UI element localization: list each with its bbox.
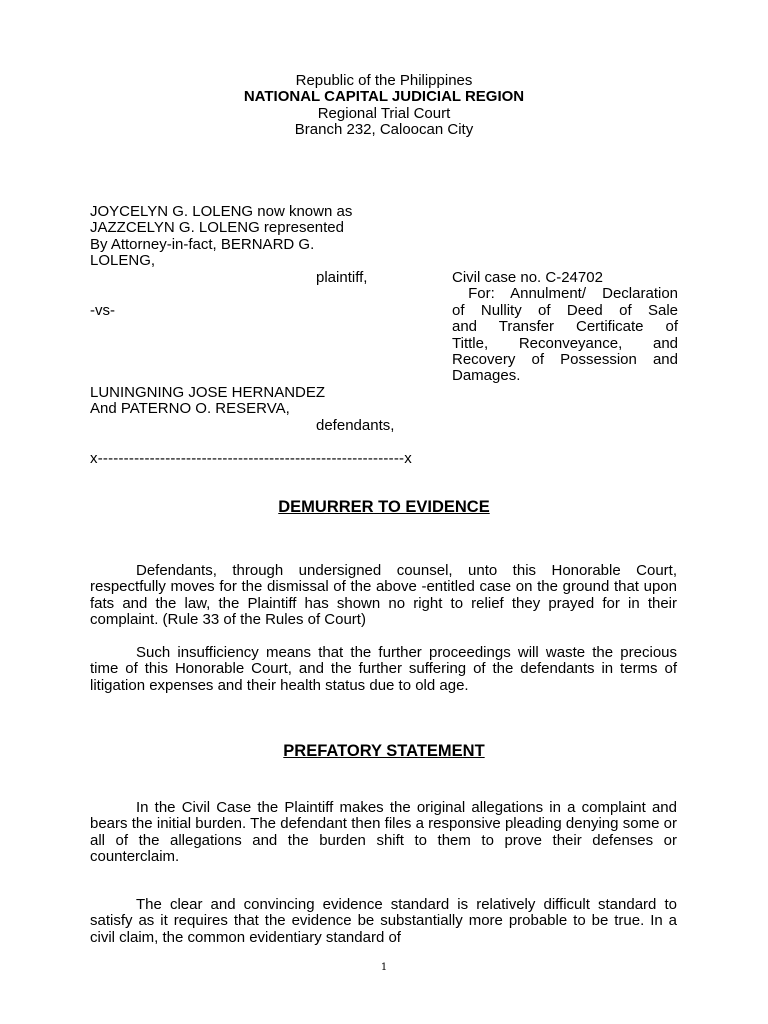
page-number: 1 — [380, 962, 388, 973]
plaintiff-line: JOYCELYN G. LOLENG now known as — [90, 203, 353, 220]
court-line: Regional Trial Court — [317, 104, 451, 122]
plaintiff-line: LOLENG, — [90, 252, 156, 270]
prefatory-paragraph-1-text: In the Civil Case the Plaintiff makes the original allegations in a complaint and bears the initial burden. The defendant then files a responsive pleading denying some or all of the allegations and the burden shift to them to prove their defenses or counterclaim. — [90, 799, 677, 866]
demurrer-paragraph-1 — [90, 563, 677, 629]
plaintiff-line: By Attorney-in-fact, BERNARD G. — [90, 235, 315, 253]
case-nature-line: and Transfer Certificate of — [452, 318, 678, 336]
prefatory-paragraph-2 — [90, 897, 677, 946]
case-nature-line: Tittle, Reconveyance, and — [452, 334, 678, 352]
demurrer-title: DEMURRER TO EVIDENCE — [278, 498, 490, 516]
defendant-block — [90, 385, 325, 418]
case-nature-line: Recovery of Possession and — [452, 351, 678, 369]
demurrer-paragraph-2 — [90, 645, 677, 694]
demurrer-paragraph-2-text: Such insufficiency means that the further proceedings will waste the precious time of this Honorable Court, and the further suffering of the defendants in terms of litigation expenses and their health status due to old age. — [90, 644, 677, 694]
branch-line: Branch 232, Caloocan City — [294, 121, 474, 139]
versus-label: -vs- — [90, 302, 115, 319]
defendant-line: LUNINGNING JOSE HERNANDEZ — [90, 384, 326, 401]
republic-line: Republic of the Philippines — [295, 72, 473, 89]
prefatory-paragraph-1 — [90, 800, 677, 866]
prefatory-title: PREFATORY STATEMENT — [283, 742, 485, 760]
demurrer-paragraph-1-text: Defendants, through undersigned counsel, unto this Honorable Court, respectfully moves for the dismissal of the above -entitled case on the ground that upon fats and the law, the Plaintiff has shown no right to relief they prayed for in their complaint. (Rule 33 of the Rules of Court) — [90, 562, 677, 629]
case-nature-line: For: Annulment/ Declaration — [452, 285, 678, 303]
defendant-label: defendants, — [316, 417, 395, 434]
case-info — [452, 270, 678, 385]
plaintiff-block — [90, 204, 430, 270]
case-number: Civil case no. C-24702 — [452, 269, 603, 286]
case-nature-line: Damages. — [452, 367, 521, 385]
plaintiff-label: plaintiff, — [316, 269, 368, 286]
court-header — [0, 73, 768, 139]
case-nature-line: of Nullity of Deed of Sale — [452, 301, 678, 319]
judicial-region-line: NATIONAL CAPITAL JUDICIAL REGION — [243, 88, 525, 106]
caption-separator: x-----------------------------------------------------------x — [90, 450, 412, 467]
defendant-line: And PATERNO O. RESERVA, — [90, 400, 290, 418]
prefatory-paragraph-2-text: The clear and convincing evidence standard is relatively difficult standard to satisfy as it requires that the evidence be substantially more probable to be true. In a civil claim, the common evidentiary standard of — [90, 896, 677, 946]
plaintiff-line: JAZZCELYN G. LOLENG represented — [90, 219, 344, 237]
